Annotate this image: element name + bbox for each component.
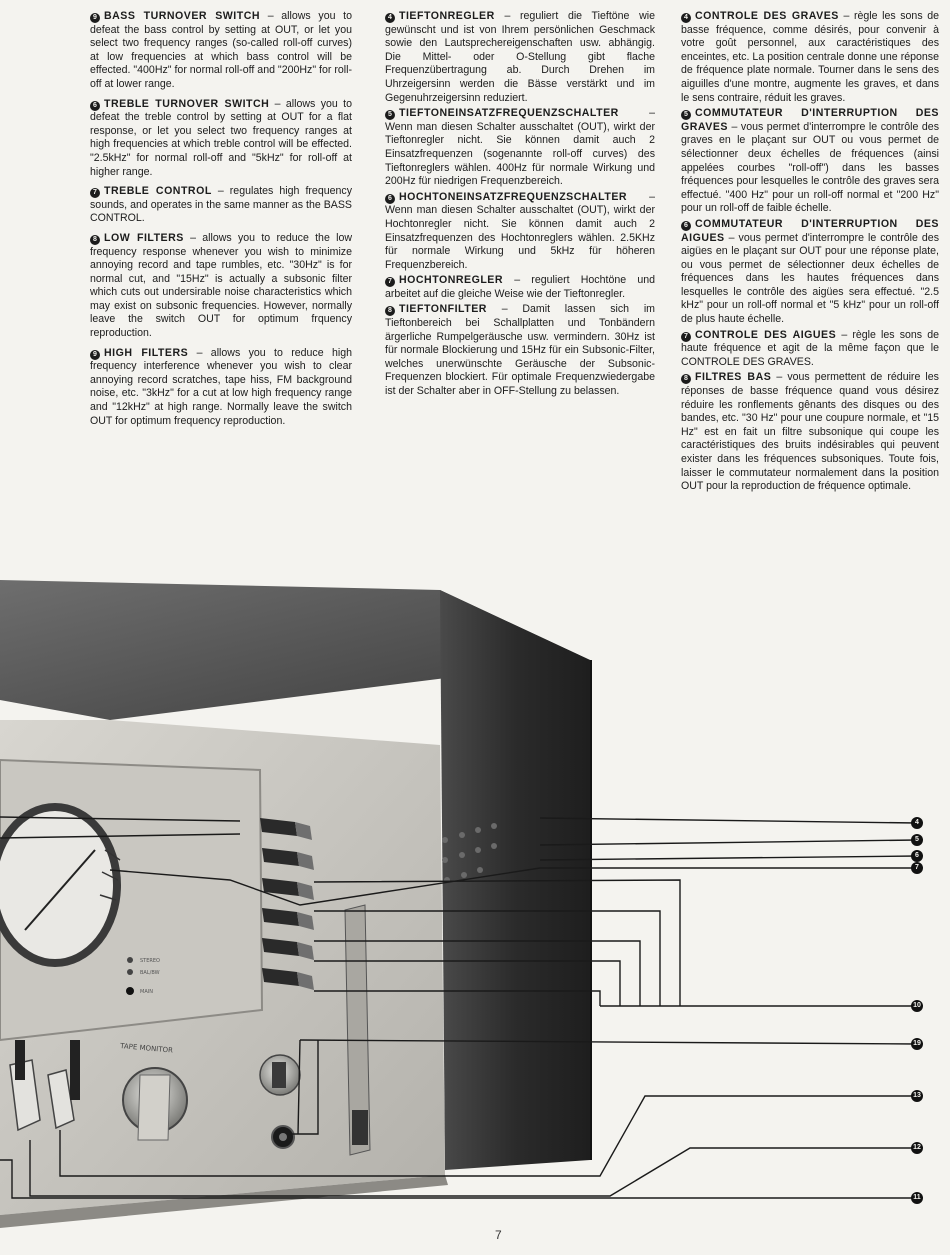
callout-10: 10: [911, 1000, 923, 1012]
callout-6: 6: [911, 850, 923, 862]
en-item-low-filters: 8 LOW FILTERS – allows you to reduce the low frequency response whenever you wish to minimize annoying record and tape rumbles, etc. "30Hz" is for normal cut, and "15Hz" is actually a subsonic filter which cuts out undersirable noise characteristics which may exist on subsonic frequencies. However, normally leave the switch OUT for optimum frquency reproduction.: [90, 231, 353, 340]
callout-11: 11: [911, 1192, 923, 1204]
de-item-hochtonregler: 7 HOCHTONREGLER – reguliert Hochtöne und arbeitet auf die gleiche Weise wie der Tieftonregler.: [385, 274, 655, 300]
callout-13: 13: [911, 1090, 923, 1102]
callout-5: 5: [911, 834, 923, 846]
en-item-treble-turnover: 6 TREBLE TURNOVER SWITCH – allows you to defeat the treble control by setting at OUT for a flat response, or let you select two frequency ranges at high frequencies at which treble control will be effected. "2.5kHz" for normal roll-off and "5kHz" for roll-off at higher range.: [90, 97, 352, 178]
callout-4: 4: [911, 817, 923, 829]
tape-monitor-label: TAPE MONITOR: [119, 1042, 174, 1055]
en-item-bass-turnover: 9 BASS TURNOVER SWITCH – allows you to defeat the bass control by setting at OUT, or let you select two frequency ranges (so-called roll-off curves) at low frequencies at which bass control will be effected. "400Hz" for normal roll-off and "200Hz" for roll-off at lower range.: [90, 10, 353, 90]
en-item-high-filters: 9 HIGH FILTERS – allows you to reduce high frequency interference whenever you wish to clear annoying record scratches, tape hiss, FM background noise, etc. "3kHz" for a cut at low high frequency range and "12kHz" at high range. Normally leave the switch OUT for optimum frequency reproduction.: [90, 346, 352, 427]
signal-meter: [0, 807, 117, 963]
selector-knob: [260, 1055, 300, 1095]
indicator-bal-label: BAL/BW: [140, 970, 160, 976]
de-item-hochton-einsatz: 6 HOCHTONEINSATZFREQUENZSCHALTER – Wenn man diesen Schalter ausschaltet (OUT), wirkt der Hochtonregler nicht. Sie können damit auch 2 Einsatzfrequenzen des Hochtonreglers wählen. 2.5KHz für normale Wirkung und 5kHz für höheren Frequenzbereich.: [385, 190, 655, 271]
fr-item-filtres-bas: 8 FILTRES BAS – vous permettent de réduire les réponses de basse fréquence quand vous désirez réduire les ronflements gênants des disques ou des bandes, etc. "30 Hz" pour une coupure normale, et "15 Hz" est en fait un filtre subsonique qui coupe les caractéristiques des bruits indésirables qui peuvent exister dans les fréquences subsoniques. Toute fois, laisser le commutateur normalement dans la position OUT pour la reproduction de fréquence optimale.: [681, 371, 939, 493]
callout-19: 19: [911, 1038, 923, 1050]
callout-7: 7: [911, 862, 923, 874]
fr-item-interruption-aigues: 6 COMMUTATEUR D'INTERRUPTION DES AIGUES – vous permet d'interrompre le contrôle des aigües en le plaçant sur OUT pour une réponse plate, ou vous permet de sélectionner deux échelles de fréquences dans les hautes fréquences dans lesquelles le contrôle des aigües sera effectué. "2.5 kHz" pour un roll-off normal et "5 kHz" pour un roll-off de plus haute échelle.: [681, 217, 939, 326]
page-number: 7: [495, 1228, 502, 1242]
indicator-main-label: MAIN: [140, 989, 153, 995]
fr-item-interruption-graves: 5 COMMUTATEUR D'INTERRUPTION DES GRAVES – vous permet d'interrompre le contrôle des graves en le plaçant sur OUT ou vous permet de sélectionner deux échelles de fréquences (ainsi appelées courbes "roll-off") dans les basses fréquences pour lesquelles le contrôle des graves sera effectué. "400 Hz" pour un roll-off normal et "200 Hz" pour un roll-off de faible échelle.: [681, 107, 939, 215]
fr-item-controle-aigues: 7 CONTROLE DES AIGUES – règle les sons de haute fréquence et agit de la même façon que le CONTROLE DES GRAVES.: [681, 328, 939, 368]
callout-12: 12: [911, 1142, 923, 1154]
indicator-stereo-label: STEREO: [140, 958, 160, 964]
fr-item-controle-graves: 4 CONTROLE DES GRAVES – règle les sons de basse fréquence, comme désirés, pour convenir à votre goût personnel, aux caractéristiques des enceintes, etc. La position centrale donne une réponse de fréquence plate normale. Tourner dans le sens des aiguilles d'une montre, augmente les graves, et dans le sens contraire, réduit les graves.: [681, 10, 939, 104]
de-item-tieftonregler: 4 TIEFTONREGLER – reguliert die Tieftöne wie gewünscht und ist von Ihrem persönlichen Geschmack sowie den Lautsprechereigenschaften usw. abhängig. Die Mittel- oder O-Stellung gibt flache Frequenzübertragung ab. Durch Drehen im Uhrzeigersinn werden die Bässe verstärkt und im Gegenuhrzeigersinn reduziert.: [385, 10, 655, 104]
en-item-treble-control: 7 TREBLE CONTROL – regulates high frequency sounds, and operates in the same manner as the BASS CONTROL.: [90, 185, 352, 225]
de-item-tieftonfilter: 8 TIEFTONFILTER – Damit lassen sich im Tieftonbereich bei Schallplatten und Tonbändern ärgerliche Rumpelgeräusche usw. vermindern. 30Hz ist für normale Blockierung und 15Hz für ein Subsonic-Filter, welches unerwünschte Geräusche der Subsonic-Frequenzen blockiert. Für optimale Frequenzwiedergabe ist der Schalter aber in OFF-Stellung zu belassen.: [385, 303, 655, 398]
de-item-tiefton-einsatz: 5 TIEFTONEINSATZFREQUENZSCHALTER – Wenn man diesen Schalter ausschaltet (OUT), wirkt der Tieftonregler nicht. Sie können damit auch 2 Einsatzfrequenzen (sogenannte roll-off curves) des Tieftonreglers wählen. 400Hz für normale Wirkung und 200Hz für niedrigen Frequenzbereich.: [385, 107, 655, 188]
